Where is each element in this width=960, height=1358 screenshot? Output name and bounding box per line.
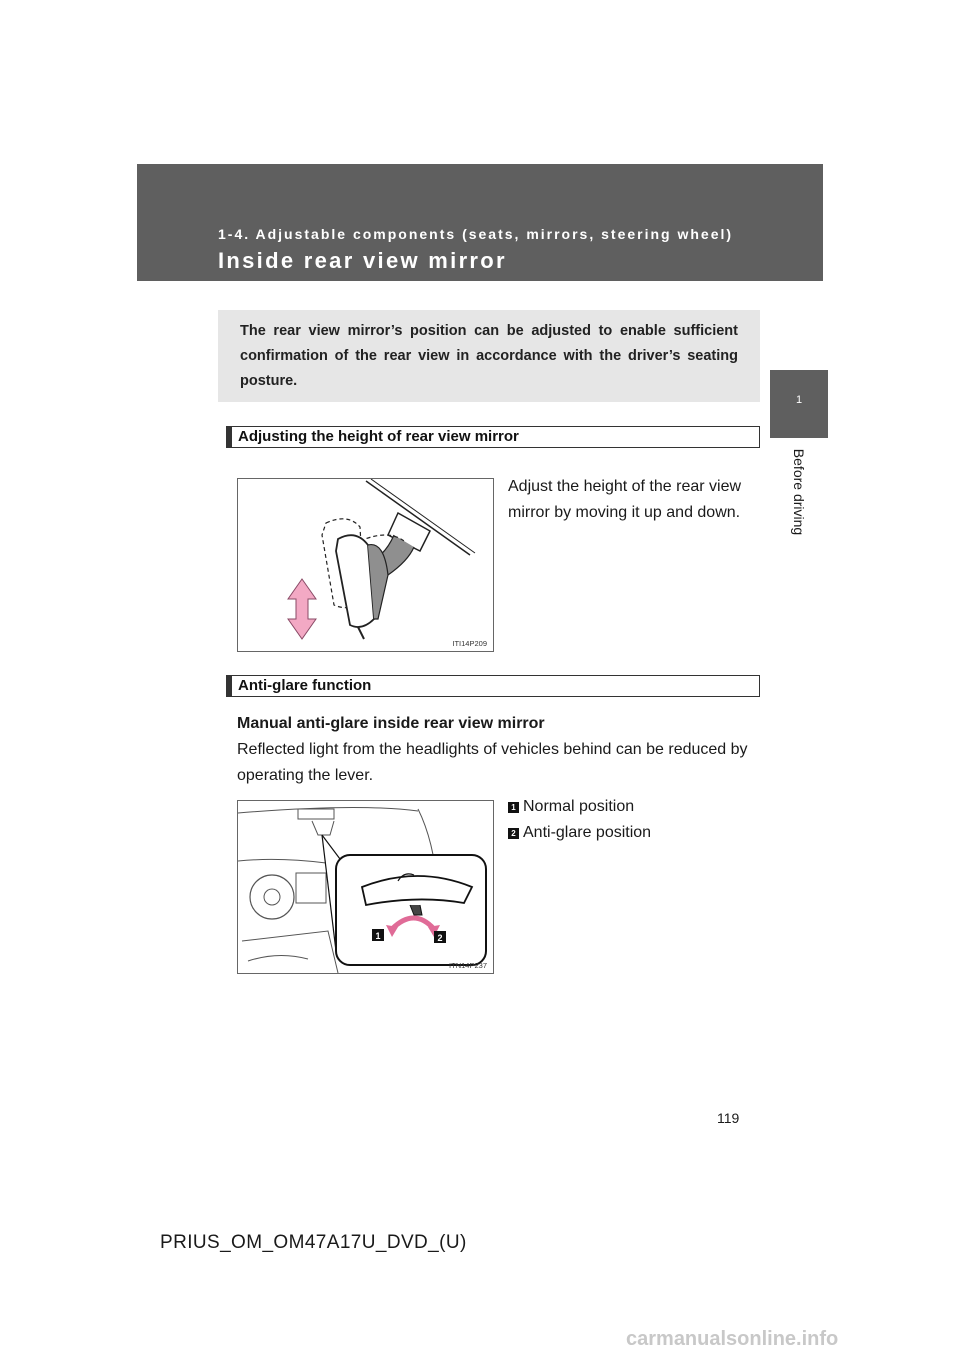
- figure-code-antiglare: ITN14P237: [449, 961, 487, 970]
- chapter-number: 1: [795, 394, 803, 406]
- antiglare-description: Reflected light from the headlights of vehicles behind can be reduced by operating the lever.: [237, 741, 748, 784]
- svg-text:2: 2: [437, 933, 443, 943]
- chapter-label: Before driving: [791, 448, 807, 536]
- figure-antiglare: [237, 800, 494, 974]
- antiglare-illustration: [238, 801, 493, 973]
- mirror-height-illustration: [238, 479, 493, 651]
- section-label: 1-4. Adjustable components (seats, mirrors, steering wheel): [218, 226, 734, 242]
- chapter-tab[interactable]: [770, 370, 828, 438]
- item-2-label: Anti-glare position: [523, 824, 652, 841]
- watermark[interactable]: carmanualsonline.info: [626, 1328, 839, 1350]
- badge-2-icon: 2: [508, 828, 519, 839]
- document-code: PRIUS_OM_OM47A17U_DVD_(U): [160, 1232, 467, 1253]
- page-number: 119: [717, 1110, 740, 1126]
- height-instruction: Adjust the height of the rear view mirror by moving it up and down.: [508, 478, 742, 521]
- antiglare-item-2: [508, 820, 651, 846]
- svg-text:1: 1: [375, 931, 381, 941]
- antiglare-subheading: Manual anti-glare inside rear view mirror: [237, 715, 545, 732]
- antiglare-item-1: [508, 794, 634, 820]
- page-title: Inside rear view mirror: [218, 248, 507, 273]
- figure-mirror-height: [237, 478, 494, 652]
- subhead-antiglare: Anti-glare function: [226, 675, 760, 697]
- figure-code-height: ITI14P209: [452, 639, 487, 648]
- badge-1-icon: 1: [508, 802, 519, 813]
- subhead-height: Adjusting the height of rear view mirror: [226, 426, 760, 448]
- item-1-label: Normal position: [523, 798, 635, 815]
- intro-text: The rear view mirror’s position can be adjusted to enable sufficient confirmation of the rear view in accordance with the driver’s seating posture.: [240, 323, 738, 389]
- intro-box: [218, 310, 760, 402]
